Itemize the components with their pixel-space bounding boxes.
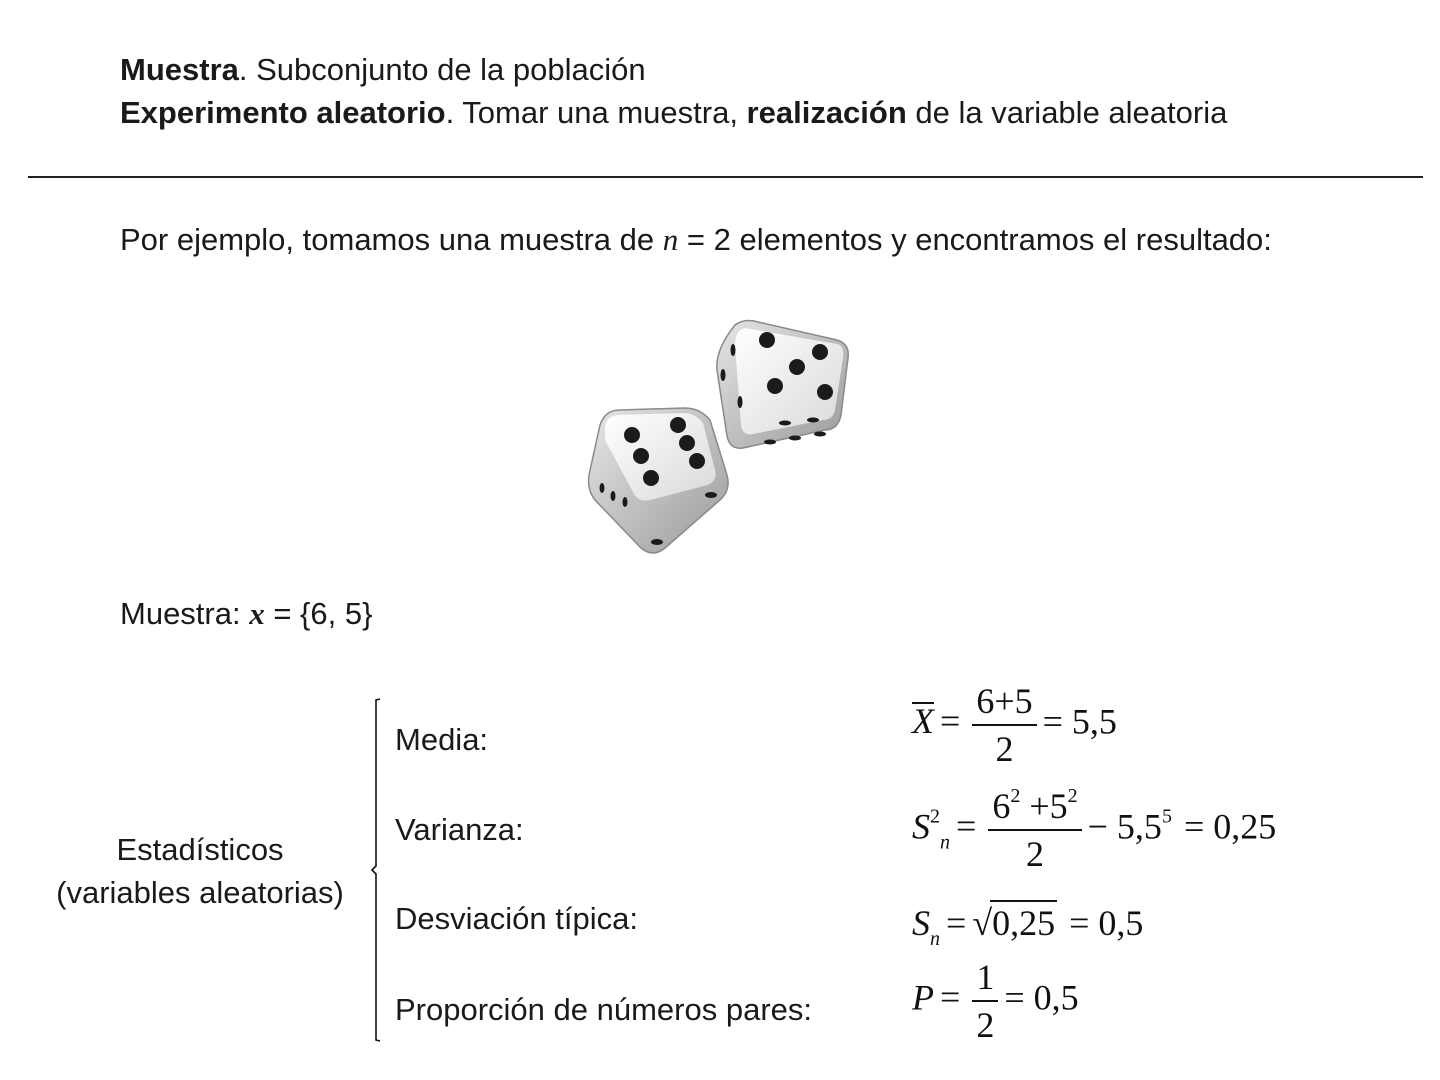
muestra-term: Muestra [120,52,239,87]
desviacion-formula: $S_n = √0,25 = 0,5$ [912,900,1143,951]
sn-symbol: S [912,903,930,943]
sqrt-argument: 0,25 [990,900,1057,944]
num-six-exp: 2 [1010,785,1021,807]
num-plus-five: +5 [1020,786,1068,826]
num-six: 6 [992,786,1011,826]
varianza-exp: 2 [930,805,940,828]
experimento-term: Experimento aleatorio [120,95,446,130]
sample-line [120,596,372,632]
desviacion-label: Desviación típica: [395,901,638,936]
varianza-denominator: 2 [1025,834,1044,874]
proporcion-label: Proporción de números pares: [395,992,813,1027]
varianza-result: = 0,25 [1183,806,1277,847]
varianza-numerator [988,785,1081,831]
left-brace [368,698,388,1042]
proporcion-formula: P = $\frac{1}{2}$ = 0,5 [912,957,1079,1045]
proporcion-fraction [972,956,998,1046]
n-symbol: n [662,222,679,257]
experimento-def-text-b: de la variable aleatoria [906,95,1228,130]
num-five-exp: 2 [1067,785,1078,807]
media-denominator: 2 [995,729,1014,769]
media-result: = 5,5 [1042,701,1117,742]
media-numerator: 6+5 [972,680,1036,726]
statistics-label-line1: Estadísticos [116,832,284,867]
varianza-minus: − 5,5 [1087,806,1162,847]
desviacion-subscript: n [930,928,940,950]
sample-var: x [249,596,265,631]
sample-value: = {6, 5} [264,596,373,631]
varianza-label: Varianza: [395,812,524,847]
proporcion-denominator: 2 [976,1005,995,1045]
experimento-def-text-a: . Tomar una muestra, [445,95,747,130]
media-formula: X = $\frac{6+5}{2}$ = 5,5 [912,681,1117,769]
s-symbol: S [912,806,930,847]
xbar-symbol: X [912,701,934,742]
example-text-a: Por ejemplo, tomamos una muestra de [120,222,663,257]
six-dots-icon [589,408,728,553]
sqrt-sign: √ [972,903,993,943]
proporcion-numerator: 1 [972,956,998,1002]
media-label: Media: [395,722,489,757]
statistics-label [20,828,380,914]
section-divider [28,176,1423,178]
dice-illustration [575,310,865,570]
statistics-label-line2: (variables aleatorias) [56,875,344,910]
experimento-definition [120,95,1227,131]
varianza-minus-exp: 5 [1161,805,1172,828]
varianza-subscript: n [940,831,950,854]
realizacion-term: realización [746,95,907,130]
media-fraction [972,680,1036,770]
proporcion-result: = 0,5 [1004,977,1079,1018]
p-symbol: P [912,977,934,1018]
example-sentence [120,222,1272,258]
desviacion-result: = 0,5 [1069,903,1144,943]
five-dots-icon [717,321,848,449]
muestra-definition [120,52,646,88]
sample-label: Muestra: [120,596,250,631]
varianza-fraction [988,785,1081,875]
example-text-b: = 2 elementos y encontramos el resultado: [678,222,1272,257]
varianza-formula: $S^2_n$ = $\frac{6^2 +5^2}{2}$ − $5,5^5 = 0,25$ [912,785,1277,874]
muestra-def-text: . Subconjunto de la población [238,52,646,87]
